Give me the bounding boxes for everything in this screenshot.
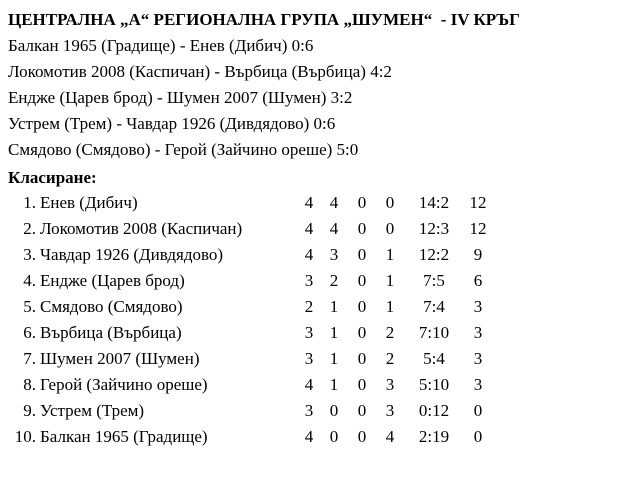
games-played: 2: [304, 297, 314, 316]
wins: 0: [329, 427, 339, 446]
losses: 2: [385, 323, 395, 342]
points: 3: [473, 323, 483, 342]
standings-heading: Класиране:: [8, 168, 97, 187]
goals: 7:5: [423, 271, 445, 290]
games-played: 3: [304, 401, 314, 420]
match-result: Балкан 1965 (Градище) - Енев (Дибич) 0:6: [8, 36, 314, 55]
table-row: [8, 427, 620, 453]
position: 5.: [23, 297, 36, 316]
draws: 0: [357, 297, 367, 316]
points: 3: [473, 375, 483, 394]
points: 0: [473, 401, 483, 420]
wins: 4: [329, 193, 339, 212]
table-row: [8, 401, 620, 427]
position: 3.: [23, 245, 36, 264]
points: 6: [473, 271, 483, 290]
position: 7.: [23, 349, 36, 368]
wins: 3: [329, 245, 339, 264]
team-name: Ендже (Царев брод): [40, 271, 185, 290]
points: 3: [473, 349, 483, 368]
table-row: [8, 245, 620, 271]
table-row: [8, 375, 620, 401]
team-name: Чавдар 1926 (Дивдядово): [40, 245, 224, 264]
table-row: [8, 219, 620, 245]
table-row: [8, 349, 620, 375]
wins: 1: [329, 323, 339, 342]
position: 10.: [14, 427, 36, 446]
team-name: Балкан 1965 (Градище): [40, 427, 208, 446]
round-title: ЦЕНТРАЛНА „А“ РЕГИОНАЛНА ГРУПА „ШУМЕН“ - IV КРЪГ: [8, 10, 520, 29]
table-row: [8, 271, 620, 297]
draws: 0: [357, 401, 367, 420]
losses: 3: [385, 401, 395, 420]
losses: 3: [385, 375, 395, 394]
position: 9.: [23, 401, 36, 420]
games-played: 4: [304, 427, 314, 446]
losses: 1: [385, 245, 395, 264]
points: 9: [473, 245, 483, 264]
points: 3: [473, 297, 483, 316]
losses: 0: [385, 219, 395, 238]
position: 4.: [23, 271, 36, 290]
losses: 0: [385, 193, 395, 212]
games-played: 3: [304, 271, 314, 290]
draws: 0: [357, 245, 367, 264]
position: 1.: [23, 193, 36, 212]
team-name: Енев (Дибич): [40, 193, 138, 212]
wins: 2: [329, 271, 339, 290]
goals: 12:3: [418, 219, 450, 238]
draws: 0: [357, 271, 367, 290]
draws: 0: [357, 427, 367, 446]
losses: 2: [385, 349, 395, 368]
draws: 0: [357, 375, 367, 394]
games-played: 3: [304, 323, 314, 342]
goals: 7:4: [423, 297, 445, 316]
team-name: Локомотив 2008 (Каспичан): [40, 219, 243, 238]
table-row: [8, 193, 620, 219]
team-name: Върбица (Върбица): [40, 323, 182, 342]
position: 6.: [23, 323, 36, 342]
draws: 0: [357, 219, 367, 238]
team-name: Устрем (Трем): [40, 401, 145, 420]
table-row: [8, 323, 620, 349]
draws: 0: [357, 323, 367, 342]
goals: 12:2: [418, 245, 450, 264]
games-played: 4: [304, 193, 314, 212]
table-row: [8, 297, 620, 323]
draws: 0: [357, 193, 367, 212]
match-result: Ендже (Царев брод) - Шумен 2007 (Шумен) 3:2: [8, 88, 353, 107]
team-name: Шумен 2007 (Шумен): [40, 349, 200, 368]
goals: 5:10: [418, 375, 450, 394]
losses: 4: [385, 427, 395, 446]
points: 12: [469, 193, 487, 212]
losses: 1: [385, 271, 395, 290]
team-name: Герой (Зайчино ореше): [40, 375, 208, 394]
match-result: Смядово (Смядово) - Герой (Зайчино ореше) 5:0: [8, 140, 359, 159]
points: 0: [473, 427, 483, 446]
goals: 0:12: [418, 401, 450, 420]
points: 12: [469, 219, 487, 238]
team-name: Смядово (Смядово): [40, 297, 183, 316]
wins: 1: [329, 349, 339, 368]
wins: 4: [329, 219, 339, 238]
goals: 14:2: [418, 193, 450, 212]
position: 8.: [23, 375, 36, 394]
wins: 1: [329, 297, 339, 316]
games-played: 4: [304, 219, 314, 238]
draws: 0: [357, 349, 367, 368]
games-played: 4: [304, 245, 314, 264]
goals: 7:10: [418, 323, 450, 342]
position: 2.: [23, 219, 36, 238]
match-result: Устрем (Трем) - Чавдар 1926 (Дивдядово) 0:6: [8, 114, 336, 133]
games-played: 3: [304, 349, 314, 368]
games-played: 4: [304, 375, 314, 394]
goals: 5:4: [423, 349, 445, 368]
wins: 0: [329, 401, 339, 420]
match-result: Локомотив 2008 (Каспичан) - Върбица (Върбица) 4:2: [8, 62, 392, 81]
goals: 2:19: [418, 427, 450, 446]
losses: 1: [385, 297, 395, 316]
wins: 1: [329, 375, 339, 394]
